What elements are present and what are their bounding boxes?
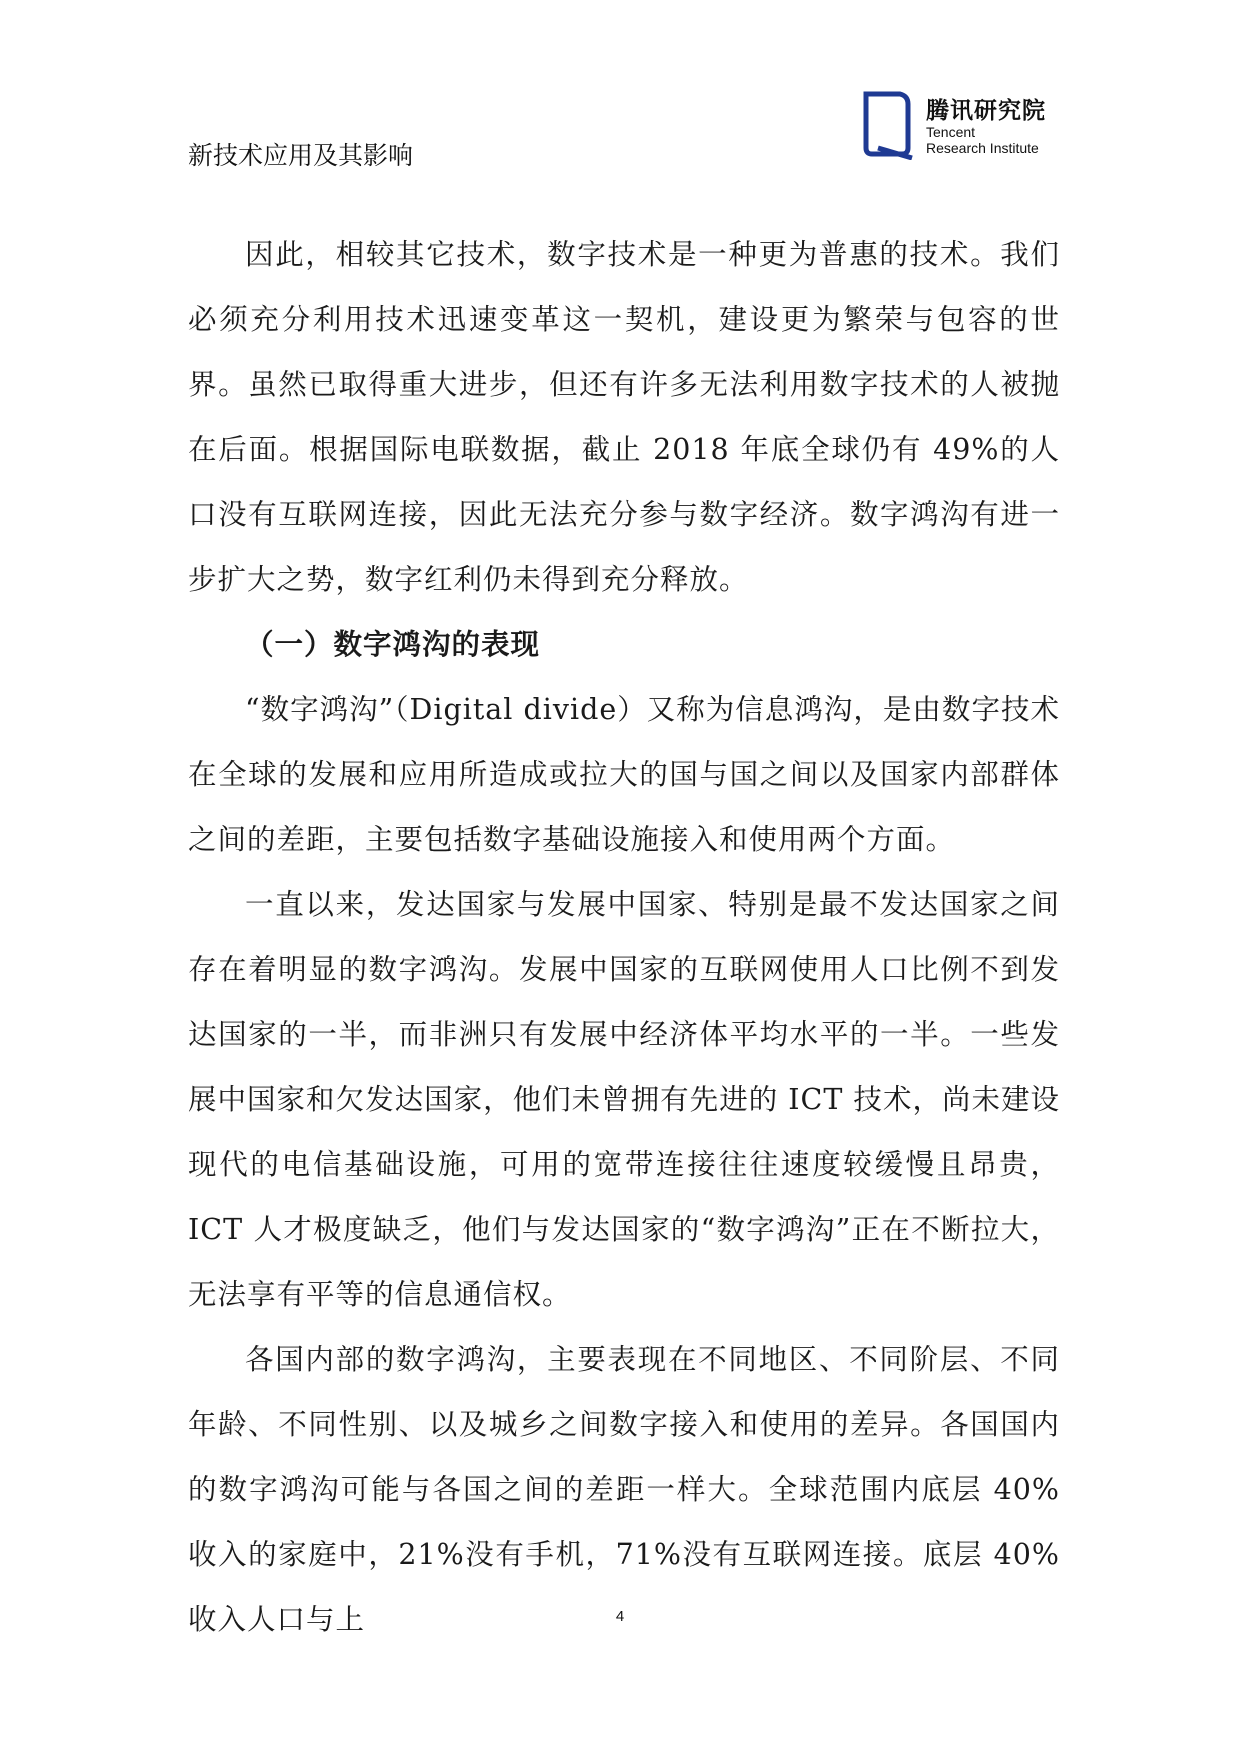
paragraph-2: “数字鸿沟”（Digital divide）又称为信息鸿沟，是由数字技术在全球的发展和应用所造成或拉大的国与国之间以及国家内部群体之间的差距，主要包括数字基础设施接入和使用两个方面。 <box>188 693 1060 856</box>
paragraph-3: 一直以来，发达国家与发展中国家、特别是最不发达国家之间存在着明显的数字鸿沟。发展中国家的互联网使用人口比例不到发达国家的一半，而非洲只有发展中经济体平均水平的一半。一些发展中国家和欠发达国家，他们未曾拥有先进的 ICT 技术，尚未建设现代的电信基础设施，可用的宽带连接往往速度较缓慢且昂贵，ICT 人才极度缺乏，他们与发达国家的“数字鸿沟”正在不断拉大，无法享有平等的信息通信权。 <box>188 888 1060 1311</box>
paragraph-4: 各国内部的数字鸿沟，主要表现在不同地区、不同阶层、不同年龄、不同性别、以及城乡之间数字接入和使用的差异。各国国内的数字鸿沟可能与各国之间的差距一样大。全球范围内底层 40%收入的家庭中，21%没有手机，71%没有互联网连接。底层 40%收入人口与上 <box>188 1343 1060 1636</box>
document-body <box>188 222 1060 1652</box>
logo-name-en-line1: Tencent <box>926 124 976 140</box>
logo-name-en-line2: Research Institute <box>926 140 1039 156</box>
paragraph-1: 因此，相较其它技术，数字技术是一种更为普惠的技术。我们必须充分利用技术迅速变革这一契机，建设更为繁荣与包容的世界。虽然已取得重大进步，但还有许多无法利用数字技术的人被抛在后面。根据国际电联数据，截止 2018 年底全球仍有 49%的人口没有互联网连接，因此无法充分参与数字经济。数字鸿沟有进一步扩大之势，数字红利仍未得到充分释放。 <box>188 238 1060 596</box>
tencent-research-institute-logo-icon <box>858 88 916 160</box>
page-number: 4 <box>615 1608 625 1625</box>
tencent-research-institute-logo <box>858 88 1068 160</box>
section-heading: （一）数字鸿沟的表现 <box>245 628 541 661</box>
logo-name-en <box>926 124 1039 156</box>
logo-name-cn: 腾讯研究院 <box>926 98 1046 124</box>
document-header-title: 新技术应用及其影响 <box>188 141 414 170</box>
